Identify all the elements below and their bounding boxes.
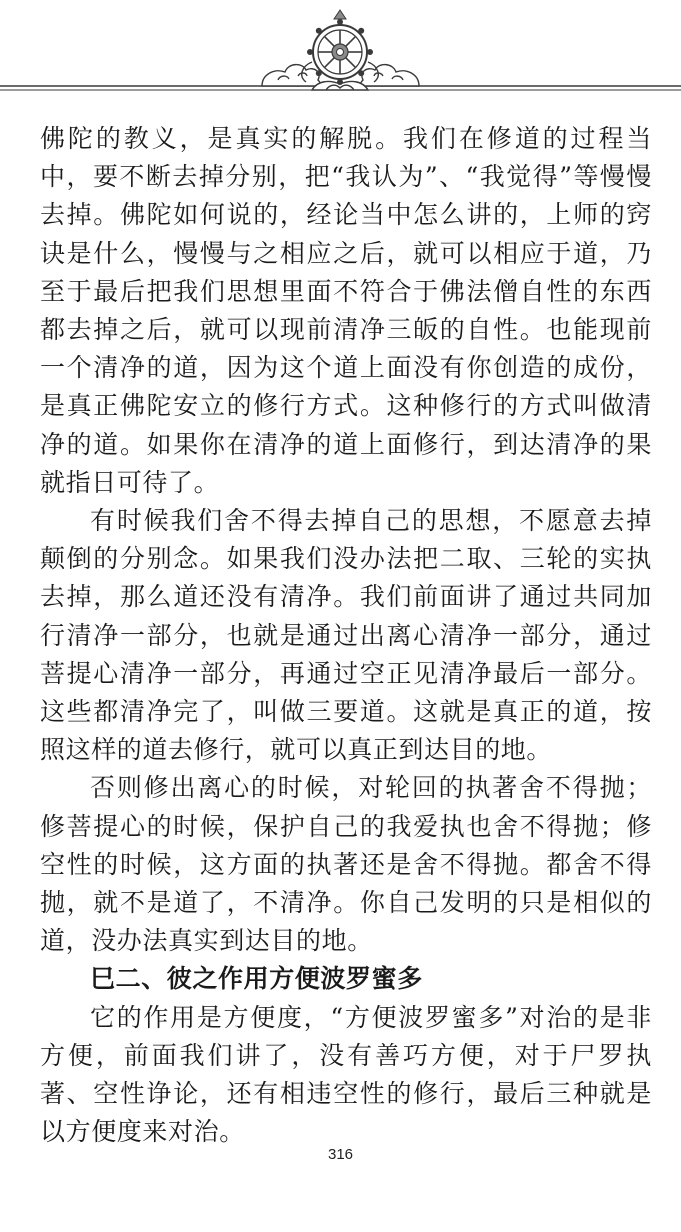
page-number: 316 bbox=[327, 1146, 354, 1163]
paragraph: 佛陀的教义，是真实的解脱。我们在修道的过程当中，要不断去掉分别，把“我认为”、“我觉得”等慢慢去掉。佛陀如何说的，经论当中怎么讲的，上师的窍诀是什么，慢慢与之相应之后，就可以相应于道，乃至于最后把我们思想里面不符合于佛法僧自性的东西都去掉之后，就可以现前清净三皈的自性。也能现前一个清净的道，因为这个道上面没有你创造的成份，是真正佛陀安立的修行方式。这种修行的方式叫做清净的道。如果你在清净的道上面修行，到达清净的果就指日可待了。 bbox=[40, 124, 652, 497]
paragraph: 有时候我们舍不得去掉自己的思想，不愿意去掉颠倒的分别念。如果我们没办法把二取、三轮的实执去掉，那么道还没有清净。我们前面讲了通过共同加行清净一部分，也就是通过出离心清净一部分，通过菩提心清净一部分，再通过空正见清净最后一部分。这些都清净完了，叫做三要道。这就是真正的道，按照这样的道去修行，就可以真正到达目的地。 bbox=[40, 506, 652, 765]
header-ornament bbox=[0, 0, 681, 110]
section-heading: 巳二、彼之作用方便波罗蜜多 bbox=[90, 964, 423, 994]
page-body bbox=[40, 120, 652, 1151]
paragraph: 它的作用是方便度，“方便波罗蜜多”对治的是非方便，前面我们讲了，没有善巧方便，对于尸罗执著、空性诤论，还有相违空性的修行，最后三种就是以方便度来对治。 bbox=[40, 1002, 652, 1147]
cloud-left-icon bbox=[262, 65, 321, 86]
paragraph: 否则修出离心的时候，对轮回的执著舍不得抛；修菩提心的时候，保护自己的我爱执也舍不得抛；修空性的时候，这方面的执著还是舍不得抛。都舍不得抛，就不是道了，不清净。你自己发明的只是相似的道，没办法真实到达目的地。 bbox=[40, 773, 652, 956]
cloud-right-icon bbox=[360, 65, 419, 86]
